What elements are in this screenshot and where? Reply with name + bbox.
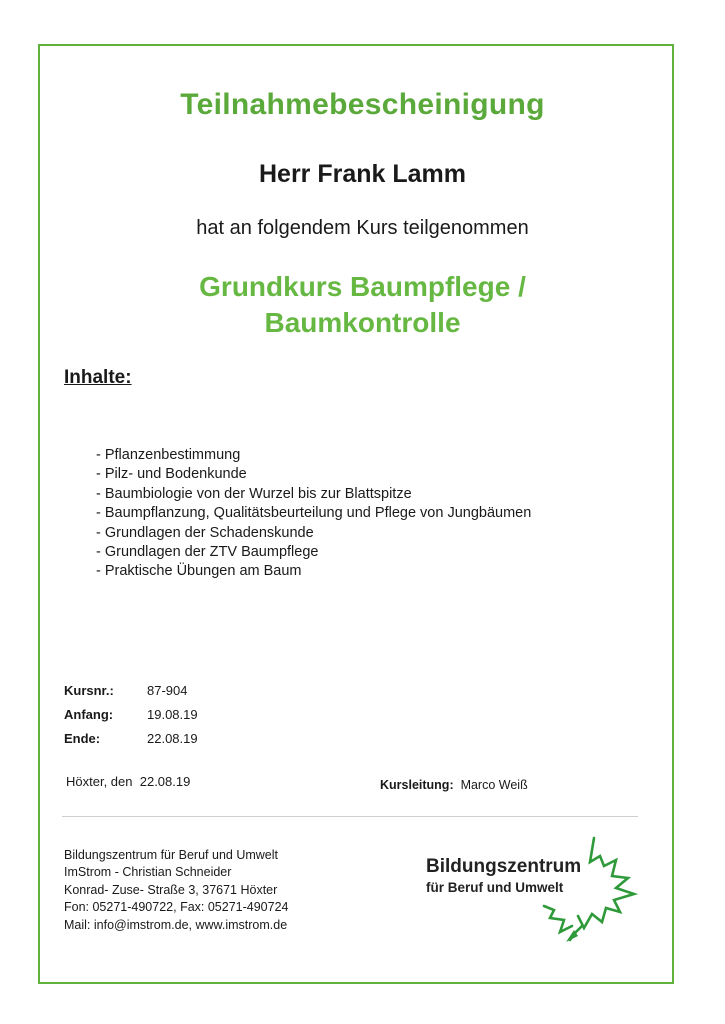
footer-line: Konrad- Zuse- Straße 3, 37671 Höxter (64, 882, 278, 897)
footer-line: Mail: info@imstrom.de, www.imstrom.de (64, 917, 288, 932)
course-leader-name: Marco Weiß (460, 778, 528, 792)
footer-line: Fon: 05271-490722, Fax: 05271-490724 (64, 900, 289, 915)
course-title-line-1: Grundkurs Baumpflege / (199, 271, 526, 302)
start-date: 19.08.19 (147, 707, 198, 722)
subtitle: hat an folgendem Kurs teilgenommen (196, 217, 529, 239)
footer-line: Bildungszentrum für Beruf und Umwelt (64, 848, 278, 862)
recipient-name: Herr Frank Lamm (258, 160, 467, 188)
start-label: Anfang: (64, 707, 114, 722)
list-item: - Pilz- und Bodenkunde (96, 466, 247, 483)
issue-date: 22.08.19 (139, 774, 191, 789)
certificate-title: Teilnahmebescheinigung (180, 88, 545, 121)
logo-line-1: Bildungszentrum (426, 856, 582, 877)
list-item: - Grundlagen der ZTV Baumpflege (96, 544, 319, 561)
course-leader (380, 778, 528, 792)
logo-text (426, 856, 581, 895)
course-number: 87-904 (147, 683, 188, 698)
contents-list (96, 446, 531, 582)
place-date (66, 774, 190, 789)
course-number-label: Kursnr.: (64, 683, 114, 698)
footer-line: ImStrom - Christian Schneider (64, 865, 232, 880)
divider (62, 816, 638, 817)
list-item: - Baumbiologie von der Wurzel bis zur Blattspitze (96, 485, 412, 502)
list-item: - Praktische Übungen am Baum (96, 563, 302, 580)
place-date-prefix: Höxter, den (66, 774, 133, 789)
logo-line-2: für Beruf und Umwelt (426, 880, 564, 895)
list-item: - Pflanzenbestimmung (96, 447, 241, 463)
contents-heading: Inhalte: (64, 367, 132, 388)
end-label: Ende: (64, 731, 101, 746)
course-title (0, 269, 725, 341)
list-item: - Grundlagen der Schadenskunde (96, 524, 314, 541)
list-item: - Baumpflanzung, Qualitätsbeurteilung und Pflege von Jungbäumen (96, 505, 532, 522)
end-date: 22.08.19 (147, 731, 198, 746)
footer-address (64, 847, 288, 934)
course-title-line-2: Baumkontrolle (264, 307, 461, 338)
course-leader-label: Kursleitung: (380, 778, 454, 792)
